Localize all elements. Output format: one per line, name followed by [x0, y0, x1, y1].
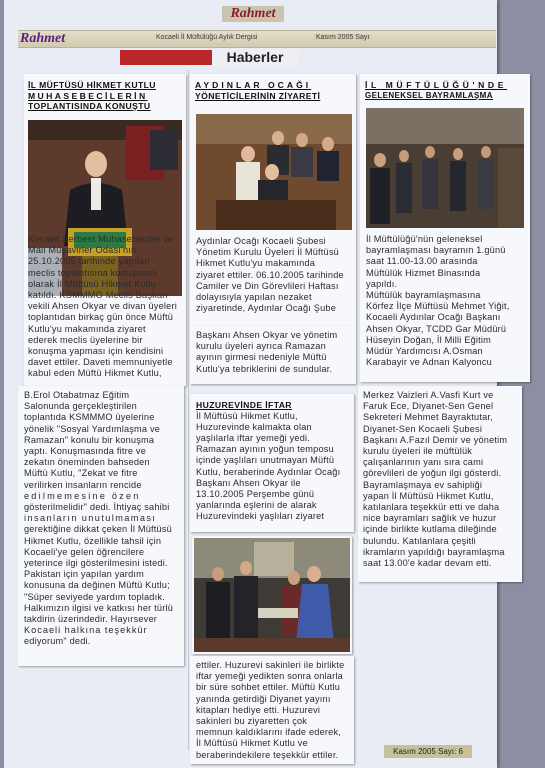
- body-line: 25.10.2005 tarihinde yapılan: [28, 256, 150, 267]
- body-line: Huzurevindeki yaşlıları ziyaret: [196, 511, 325, 522]
- body-line: meclis toplantısına konuşmacı: [28, 267, 157, 278]
- body-line: Kocaeli'ye gelen öğrencilere: [24, 546, 145, 557]
- body-line: Körfez İlçe Müftüsü Mehmet Yiğit,: [366, 301, 510, 312]
- body-line: ediyorum" dedi.: [24, 636, 91, 647]
- body-line: Müftülük Hizmet Binasında: [366, 267, 481, 278]
- body-line: 13.10.2005 Perşembe günü: [196, 488, 315, 499]
- body-line: memnun kaldıklarını ifade ederek,: [196, 727, 341, 738]
- body-line: İl Müftüsü Hikmet Kutlu,: [196, 410, 298, 421]
- body-line: Kocaeli Serbest Muhasebeciler ve: [28, 234, 174, 244]
- article-huzurevinde-iftar: [190, 394, 354, 532]
- body-line: Salonunda gerçekleştirilen: [24, 401, 137, 412]
- body-line: vekili Ahsen Okyar ve divan üyeleri: [28, 301, 177, 312]
- body-line: saat 13.00'e kadar devam etti.: [363, 558, 492, 569]
- body-line: Kutlu, beraberinde Aydınlar Ocağı: [196, 466, 341, 477]
- body-line: verilirken insanların rencide: [24, 479, 142, 490]
- article-muhasebeciler-continued: [18, 386, 184, 666]
- body-line: İl Müftüsü Hikmet Kutlu ve: [196, 738, 308, 749]
- body-line: "Süper seviyede yardım topladık.: [24, 591, 165, 602]
- body-line: içinde yaşlıları unutmayan Müftü: [196, 455, 335, 466]
- body-line: katılanlara teşekkür etti ve daha: [363, 502, 500, 513]
- section-title: Haberler: [212, 49, 298, 66]
- body-line: bayramlaşması bayramın 1.günü: [366, 245, 506, 256]
- headline-line: GELENEKSEL BAYRAMLAŞMA: [365, 90, 493, 100]
- photo-clip-iftar: [192, 536, 352, 654]
- body-line: görevlileri de yoğun ilgi gösterdi.: [363, 468, 502, 479]
- body-line: Yönetim Kurulu Üyeleri İl Müftüsü: [196, 247, 339, 258]
- headline-line: MUHASEBECİLERİN: [28, 90, 148, 101]
- body-line: davet ettiler. Daveti memnuniyetle: [28, 357, 173, 368]
- body-line: yapıldı.: [366, 278, 398, 289]
- body-line: ayının girmesi nedeniyle Müftü: [196, 352, 327, 363]
- body-line: Hikmet Kutlu'yu makamında: [196, 258, 316, 269]
- body-line: saat 11.00-13.00 arasında: [366, 256, 478, 267]
- body-line: Camiler ve Din Görevlileri Haftası: [196, 280, 339, 291]
- body-line: Kutlu'ya tebriklerini de sundular.: [196, 363, 333, 374]
- body-line: B.Erol Otabatmaz Eğitim: [24, 390, 130, 400]
- body-line: kurulu üyeleri ayrıca Ramazan: [196, 341, 326, 352]
- body-line: toplantıda KSMMMO üyelerine: [24, 412, 155, 423]
- body-line: insanların unutulmaması: [24, 513, 157, 524]
- headline-line: İL MÜFTÜSÜ HİKMET KUTLU: [28, 80, 156, 90]
- body-line: bir süre sohbet ettiler. Müftü Kutlu: [196, 682, 341, 693]
- body-line: Hüseyin Doğan, İl Milli Eğitim: [366, 334, 491, 345]
- body-line: Ahsen Okyar, TCDD Gar Müdürü: [366, 323, 507, 334]
- headline-line: İL MÜFTÜLÜĞÜ'NDE: [365, 80, 508, 90]
- article-bayramlasma-continued: [358, 386, 522, 582]
- body-line: Mali Müşavirler Odası'nın: [28, 245, 137, 256]
- article-aydinlar-ocagi: [190, 74, 356, 326]
- headline-line: HUZUREVİNDE İFTAR: [196, 400, 292, 410]
- body-line: bulundu. Katılanlara çeşitli: [363, 535, 476, 546]
- body-line: ikramların yapıldığı bayramlaşma: [363, 546, 505, 557]
- body-line: Bayramlaşmaya ev sahipliği: [363, 479, 483, 490]
- page-footer: Kasım 2005 Sayı: 6: [384, 745, 472, 758]
- body-line: Kocaeli halkına teşekkür: [24, 625, 148, 636]
- body-line: Başkanı A.Fazıl Demir ve yönetim: [363, 434, 508, 445]
- body-line: takdirin üzerindedir. Hayırsever: [24, 614, 158, 625]
- column-divider: [188, 70, 189, 750]
- body-line: katıldı. KSMMMO Meclis Başkan: [28, 290, 168, 301]
- body-line: Karabayir ve Adnan Kalyoncu: [366, 357, 492, 368]
- body-line: ziyaretinde, Aydınlar Ocağı Şube: [196, 303, 337, 314]
- body-line: ziyaret ettiler. 06.10.2005 tarihinde: [196, 269, 344, 280]
- photo-nursing-home-iftar: [194, 538, 350, 652]
- headline-line: TOPLANTISINDA KONUŞTU: [28, 101, 151, 111]
- body-line: kurulu üyeleri ile müftülük: [363, 446, 473, 457]
- body-line: kitapları hediye etti. Huzurevi: [196, 704, 321, 715]
- body-line: gösterilmelidir" dedi. İhtiyaç sahibi: [24, 502, 170, 513]
- body-line: yeterince ilgi gösterilmesini istedi.: [24, 558, 168, 569]
- masthead-band: [18, 30, 496, 48]
- band-logo: Rahmet: [20, 31, 66, 46]
- article-bayramlasma: [360, 74, 530, 382]
- body-line: toplantıdan birkaç gün önce Müftü: [28, 312, 174, 323]
- body-line: Başkanı Ahsen Okyar ve yönetim: [196, 330, 338, 340]
- body-line: konusuna da değinen Müftü Kutlu;: [24, 580, 170, 591]
- body-line: konuşma yapması için kendisini: [28, 346, 164, 357]
- body-line: Ramazan" konulu bir konuşma: [24, 434, 155, 445]
- headline-line: YÖNETİCİLERİNİN ZİYARETİ: [195, 90, 321, 101]
- body-line: Müftülük bayramlaşmasına: [366, 290, 481, 301]
- headline-line: AYDINLAR OCAĞI: [195, 80, 312, 90]
- body-line: Faruk Ece, Diyanet-Sen Genel: [363, 401, 494, 412]
- article-muhasebeciler: [24, 74, 186, 386]
- body-line: Huzurevinde kalmakta olan: [196, 421, 312, 432]
- body-line: çalışanlarının yanı sıra cami: [363, 457, 484, 468]
- band-subtitle: Kocaeli İl Müftülüğü Aylık Dergisi: [156, 34, 258, 41]
- body-line: edilmemesine özen: [24, 490, 141, 501]
- photo-office-visit: [196, 114, 352, 230]
- body-line: Kutlu'yu makamında ziyaret: [28, 323, 146, 334]
- body-line: kabul eden Müftü Hikmet Kutlu,: [28, 368, 162, 379]
- article-aydinlar-ocagi-continued: [190, 326, 356, 384]
- band-date: Kasım 2005 Sayı: [316, 34, 370, 41]
- body-line: yaşlılarla iftar yemeği yedi.: [196, 432, 311, 443]
- body-line: ederek meclis üyelerine bir: [28, 334, 143, 345]
- body-line: dolayısıyla yapılan nezaket: [196, 292, 312, 303]
- body-line: Halkımızın ilgisi ve katkısı her türlü: [24, 602, 174, 613]
- body-line: yaptı. Konuşmasında fitre ve: [24, 446, 147, 457]
- body-line: gerektiğine dikkat çeken İl Müftüsü: [24, 524, 172, 535]
- body-line: Hikmet Kutlu, özellikle tahsil için: [24, 535, 162, 546]
- body-line: Sekreteri Mehmet Bayraktutar,: [363, 412, 493, 423]
- section-accent-bar: [120, 50, 216, 65]
- body-line: Müftü Kutlu, "Zekat ve fitre: [24, 468, 138, 479]
- body-line: yapan İl Müftüsü Hikmet Kutlu,: [363, 490, 494, 501]
- body-line: Aydınlar Ocağı Kocaeli Şubesi: [196, 236, 326, 246]
- article-huzurevinde-iftar-continued: [190, 656, 354, 764]
- photo-holiday-gathering: [366, 108, 524, 228]
- body-line: Kocaeli Aydınlar Ocağı Başkanı: [366, 312, 501, 323]
- body-line: Pakistan için yapılan yardım: [24, 569, 144, 580]
- body-line: beraberindekilere teşekkür ettiler.: [196, 749, 339, 760]
- body-line: Merkez Vaizleri A.Vasfi Kurt ve: [363, 390, 494, 400]
- body-line: nice bayramları sağlık ve huzur: [363, 513, 497, 524]
- body-line: yanlarında eşlerini de alarak: [196, 500, 317, 511]
- body-line: yanında getirdiği Diyanet yayını: [196, 693, 331, 704]
- body-line: iftar yemeği yedikten sonra onlarla: [196, 671, 343, 682]
- body-line: zekatın öneminden bahseden: [24, 457, 150, 468]
- body-line: Diyanet-Sen Kocaeli Şubesi: [363, 423, 483, 434]
- body-line: Başkanı Ahsen Okyar ile: [196, 477, 301, 488]
- body-line: olarak İl Müftüsü Hikmet Kutlu: [28, 278, 157, 289]
- body-line: ettiler. Huzurevi sakinleri ile birlikte: [196, 660, 345, 670]
- body-line: İl Müftülüğü'nün geleneksel: [366, 234, 483, 244]
- body-line: Ramazan ayının yoğun temposu: [196, 444, 334, 455]
- masthead-logo: Rahmet: [222, 6, 284, 22]
- body-line: içinde birlikte kutlama dileğinde: [363, 524, 497, 535]
- body-line: yönelik "Sosyal Yardımlaşma ve: [24, 423, 161, 434]
- body-line: sakinleri bu ziyaretten çok: [196, 716, 308, 727]
- body-line: Müdür Yardımcısı A.Osman: [366, 346, 483, 357]
